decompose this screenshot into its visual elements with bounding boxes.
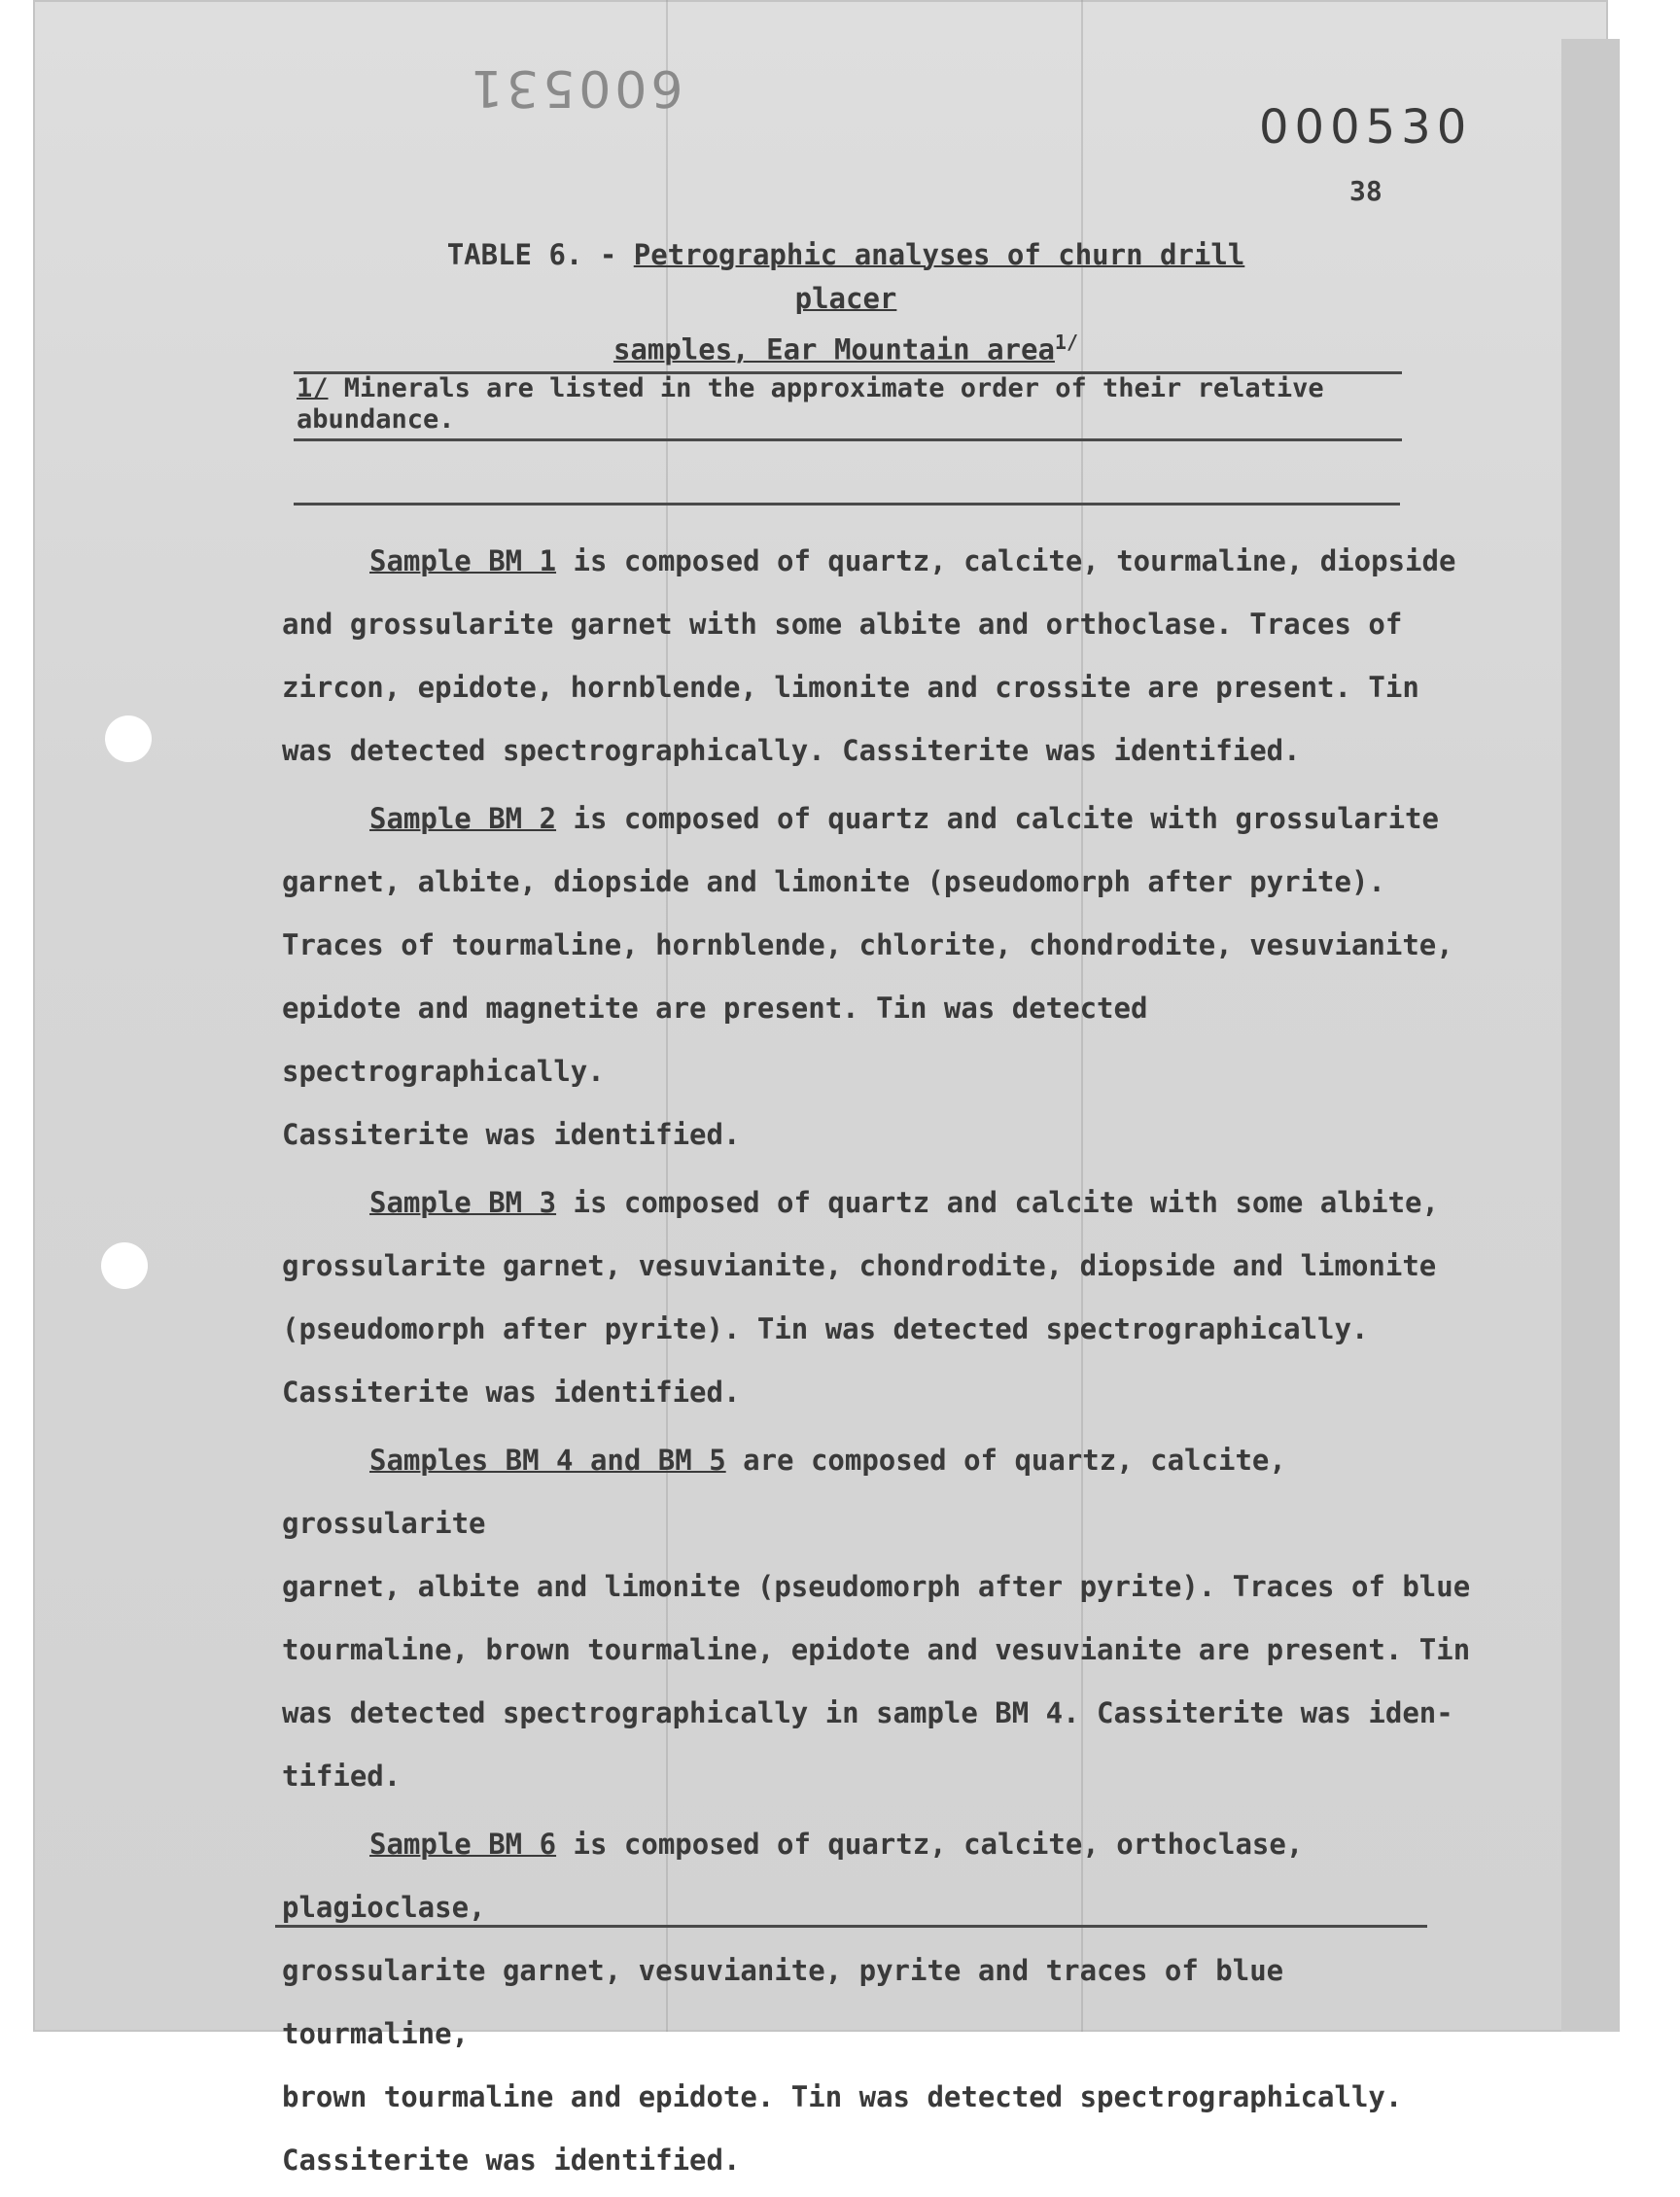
paragraph-line: Cassiterite was identified. [282, 1376, 741, 1409]
title-line-1 [399, 233, 1293, 321]
punch-hole [101, 1242, 148, 1289]
sample-label: Sample BM 2 [369, 802, 557, 835]
footnote-rule-bottom [294, 438, 1402, 441]
paragraph-line: grossularite garnet, vesuvianite, chondrodite, diopside and limonite [282, 1249, 1437, 1282]
table-title [399, 233, 1293, 372]
sample-descriptions [282, 530, 1473, 2197]
title-footnote-mark: 1/ [1054, 331, 1079, 354]
page-number: 38 [1349, 175, 1382, 207]
footnote-text: Minerals are listed in the approximate order of their relative abundance. [297, 373, 1324, 435]
paragraph-line: garnet, albite and limonite (pseudomorph after pyrite). Traces of blue [282, 1570, 1471, 1603]
title-text-1: Petrographic analyses of churn drill placer [633, 238, 1245, 315]
paragraph-text: is composed of quartz, calcite, tourmaline, diopside [556, 544, 1456, 577]
sample-paragraph [282, 1429, 1473, 1808]
paragraph-line: grossularite garnet, vesuvianite, pyrite and traces of blue tourmaline, [282, 1954, 1284, 2050]
paragraph-line: tourmaline, brown tourmaline, epidote and vesuvianite are present. Tin [282, 1633, 1471, 1666]
scan-edge-shadow [1561, 39, 1620, 2032]
stamp-upside-down: 600531 [467, 58, 683, 117]
paragraph-text: is composed of quartz and calcite with grossularite [556, 802, 1439, 835]
paragraph-line: garnet, albite, diopside and limonite (pseudomorph after pyrite). [282, 865, 1385, 898]
paragraph-line: brown tourmaline and epidote. Tin was detected spectrographically. [282, 2080, 1403, 2113]
paragraph-line: and grossularite garnet with some albite and orthoclase. Traces of [282, 608, 1403, 641]
paragraph-line [282, 530, 1473, 593]
paragraph-line [282, 1429, 1473, 1555]
paragraph-text: are composed of quartz, calcite, grossularite [282, 1444, 1286, 1540]
sample-label: Sample BM 3 [369, 1186, 557, 1219]
sample-paragraph [282, 1171, 1473, 1424]
paragraph-line: Traces of tourmaline, hornblende, chlorite, chondrodite, vesuvianite, [282, 928, 1453, 961]
paragraph-line: Cassiterite was identified. [282, 1118, 741, 1151]
title-text-2: samples, Ear Mountain area [612, 332, 1055, 366]
title-line-2 [399, 321, 1293, 372]
footnote-mark: 1/ [297, 373, 329, 403]
paragraph-text: is composed of quartz, calcite, orthoclase, plagioclase, [282, 1828, 1304, 1924]
paragraph-line: was detected spectrographically. Cassiterite was identified. [282, 734, 1301, 767]
sample-label: Sample BM 6 [369, 1828, 557, 1861]
paragraph-line [282, 1813, 1473, 1939]
paragraph-line: tified. [282, 1760, 402, 1793]
bottom-rule [275, 1925, 1427, 1928]
sample-label: Sample BM 1 [369, 544, 557, 577]
paragraph-line [282, 787, 1473, 851]
paragraph-line: zircon, epidote, hornblende, limonite and crossite are present. Tin [282, 671, 1419, 704]
sample-paragraph [282, 787, 1473, 1167]
paragraph-line: (pseudomorph after pyrite). Tin was detected spectrographically. [282, 1312, 1369, 1345]
sample-label: Samples BM 4 and BM 5 [369, 1444, 726, 1477]
paragraph-line: was detected spectrographically in sample BM 4. Cassiterite was iden- [282, 1696, 1453, 1729]
sample-paragraph [282, 530, 1473, 783]
paragraph-text: is composed of quartz and calcite with some albite, [556, 1186, 1439, 1219]
punch-hole [105, 715, 152, 762]
paragraph-line: Cassiterite was identified. [282, 2144, 741, 2177]
paragraph-line [282, 1171, 1473, 1235]
stamp-number: 000530 [1259, 100, 1473, 155]
sample-paragraph [282, 1813, 1473, 2192]
footnote [297, 373, 1395, 436]
section-rule [294, 503, 1400, 506]
title-prefix: TABLE 6. - [446, 238, 634, 271]
paragraph-line: epidote and magnetite are present. Tin was detected spectrographically. [282, 992, 1148, 1088]
